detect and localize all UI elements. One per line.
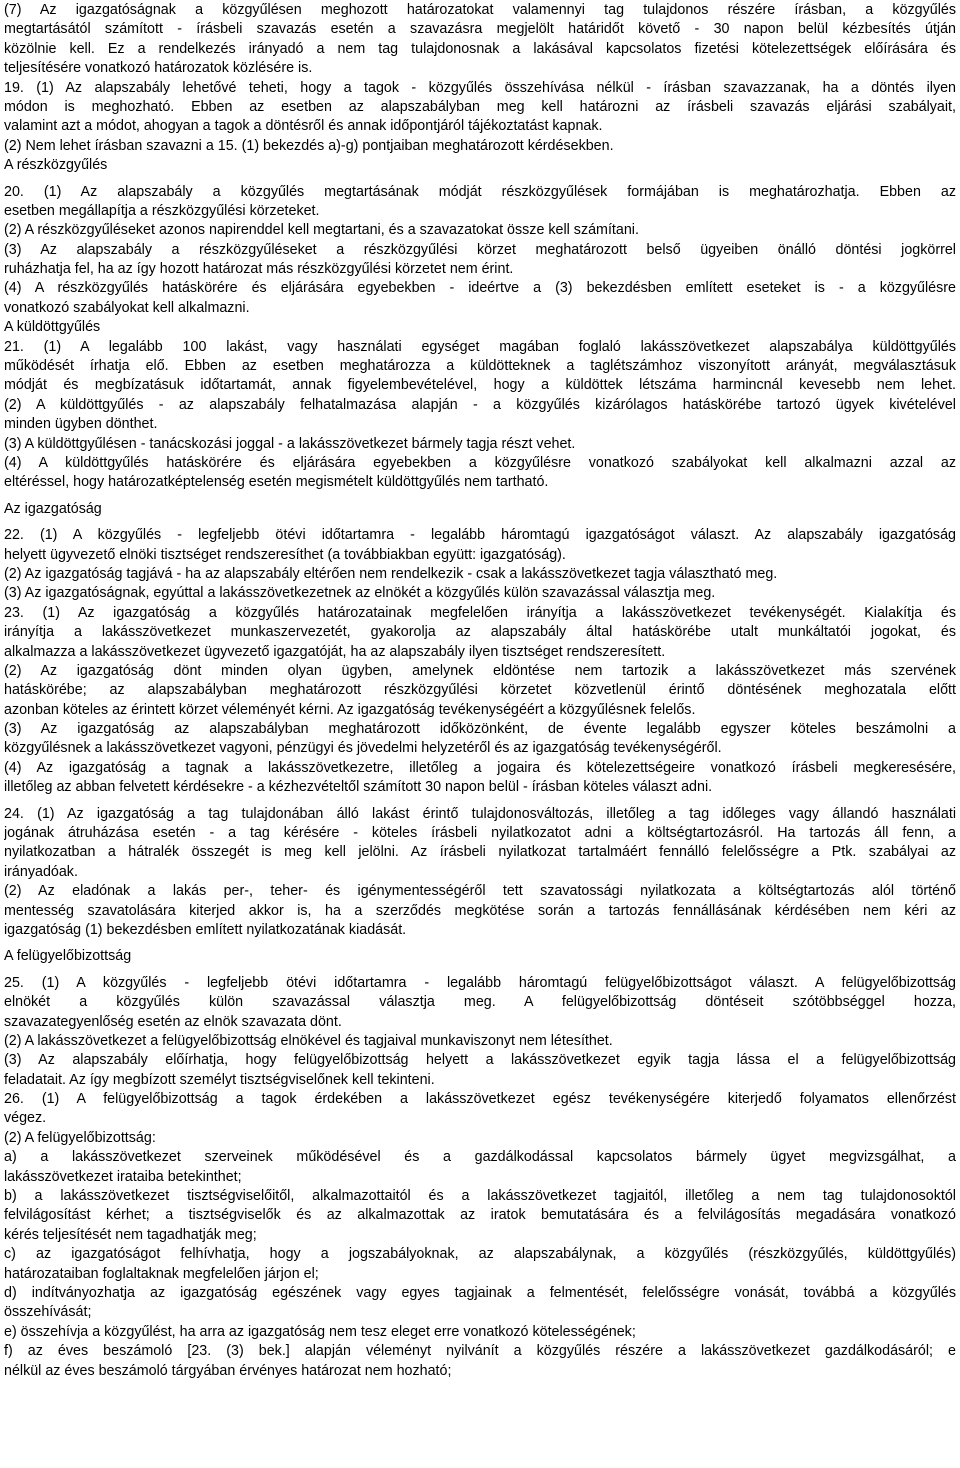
paragraph-line: kérés teljesítését nem tagadhatják meg; — [4, 1226, 257, 1243]
paragraph-line: minden ügyben dönthet. — [4, 416, 158, 433]
paragraph-line: 23. (1) Az igazgatóság a közgyűlés határozatainak megfelelően irányítja a lakásszövetkezet tevékenységét. Kialakítja és — [4, 604, 956, 621]
paragraph-line: (2) Az igazgatóság tagjává - ha az alapszabály eltérően nem rendelkezik - csak a lakásszövetkezet tagja választható meg. — [4, 565, 778, 582]
paragraph-line: vonatkozó szabályokat kell alkalmazni. — [4, 299, 250, 316]
paragraph-line: (2) A lakásszövetkezet a felügyelőbizottság elnökével és tagjaival munkaviszonyt nem létesíthet. — [4, 1032, 613, 1049]
paragraph-line: a) a lakásszövetkezet szerveinek működésével és a gazdálkodással kapcsolatos bármely ügyet megvizsgálhat, a — [4, 1149, 956, 1166]
paragraph-line: 21. (1) A legalább 100 lakást, vagy használati egységet magában foglaló lakásszövetkezet alapszabálya küldöttgyűlés — [4, 338, 956, 355]
paragraph-line: ruházhatja fel, ha az így hozott határozat más részközgyűlési körzetet nem érint. — [4, 261, 514, 278]
paragraph-line: illetőleg az abban felvetett kérdésekre - a kézhezvételtől számított 30 napon belül - írásban köteles választ adni. — [4, 779, 713, 796]
paragraph-line: igazgatóság (1) bekezdésben említett nyilatkozatának kiadását. — [4, 921, 407, 938]
paragraph-line: (4) Az igazgatóság a tagnak a lakásszövetkezetre, illetőleg a jogaira és kötelezettségeire vonatkozó írásbeli megkeresésére, — [4, 759, 956, 776]
paragraph-line: (2) A felügyelőbizottság: — [4, 1129, 156, 1146]
paragraph-line: összehívását; — [4, 1304, 92, 1321]
paragraph-line: d) indítványozhatja az igazgatóság egészének vagy egyes tagjainak a felmentését, felelősségre vonását, továbbá a közgyűlés — [4, 1285, 956, 1301]
paragraph-line: módját és megbízatásuk időtartamát, annak figyelembevételével, hogy a küldöttek létszáma harmincnál kevesebb nem lehet. — [4, 377, 956, 394]
paragraph-line: valamint azt a módot, ahogyan a tagok a döntésről és annak időpontjáról tájékoztatást kapnak. — [4, 118, 603, 135]
section-heading: A felügyelőbizottság — [4, 948, 132, 965]
paragraph-line: megtartásától számított - írásbeli szavazás esetén a szavazásra megjelölt határidőt követő - 30 napon belül kézbesítés útján — [4, 21, 956, 38]
paragraph-line: e) összehívja a közgyűlést, ha arra az igazgatóság nem tesz eleget erre vonatkozó kötelességének; — [4, 1323, 636, 1340]
paragraph-line: f) az éves beszámoló [23. (3) bek.] alapján véleményt nyilvánít a közgyűlés részére a lakásszövetkezet gazdálkodásáról; e — [4, 1343, 956, 1360]
paragraph-line: végez. — [4, 1110, 47, 1127]
paragraph-line: lakásszövetkezet irataiba betekinthet; — [4, 1168, 242, 1185]
paragraph-line: 26. (1) A felügyelőbizottság a tagok érdekében a lakásszövetkezet egész tevékenységére kiterjedő folyamatos ellenőrzést — [4, 1091, 956, 1108]
paragraph-line: b) a lakásszövetkezet tisztségviselőitől, alkalmazottaitól és a lakásszövetkezet tagjaitól, illetőleg a nem tag tulajdonosoktól — [4, 1188, 956, 1205]
paragraph-line: módon is meghozható. Ebben az esetben az alapszabályban meg kell határozni az írásbeli szavazás eljárási szabályait, — [4, 98, 956, 115]
paragraph-line: A küldöttgyűlés — [4, 319, 101, 336]
paragraph-line: elnökét a közgyűlés külön szavazással választja meg. A felügyelőbizottság döntéseit szótöbbséggel hozza, — [4, 994, 956, 1011]
section-heading: A részközgyűlés — [4, 157, 108, 174]
paragraph-line: (2) A küldöttgyűlés - az alapszabály felhatalmazása alapján - a közgyűlés kizárólagos hatáskörébe tartozó ügyek kivételével — [4, 396, 956, 413]
paragraph-line: (2) A részközgyűléseket azonos napirenddel kell megtartani, és a szavazatokat össze kell számítani. — [4, 222, 639, 239]
paragraph-line: közgyűlésnek a lakásszövetkezet vagyoni, pénzügyi és jövedelmi helyzetéről és az igazgatóság tevékenységéről. — [4, 740, 722, 757]
paragraph-line: felvilágosítást kérhet; a tisztségviselők és az alkalmazottak az iratok bemutatására és a felvilágosítás megadására vonatkozó — [4, 1207, 956, 1224]
paragraph-line: (4) A küldöttgyűlés hatáskörére és eljárására egyebekben a közgyűlésre vonatkozó szabályokat kell alkalmazni azzal az — [4, 454, 956, 471]
paragraph-line: azonban köteles az érintett körzet véleményét kérni. Az igazgatóság tevékenységéért a közgyűlésnek felelős. — [4, 701, 696, 718]
section-heading: Az igazgatóság — [4, 500, 102, 517]
paragraph-line: határozataiban foglaltaknak megfelelően járjon el; — [4, 1265, 319, 1282]
paragraph-line: működését írhatja elő. Ebben az esetben meghatározza a küldötteknek a taglétszámhoz viszonyított arányát, megválasztásuk — [4, 358, 956, 375]
paragraph-line: mentesség szavatolására kiterjed akkor is, ha a szerződés megkötése során a tartozás fennállásának kérdésében nem kéri az — [4, 902, 956, 919]
paragraph-line: irányadóak. — [4, 863, 78, 880]
paragraph-line: 19. (1) Az alapszabály lehetővé teheti, hogy a tagok - közgyűlés összehívása nélkül - írásban szavazzanak, ha a döntés ilyen — [4, 79, 956, 96]
paragraph-line: (3) Az igazgatóságnak, egyúttal a lakásszövetkezetnek az elnökét a közgyűlés külön szavazással választja meg. — [4, 585, 716, 602]
paragraph-line: 25. (1) A közgyűlés - legfeljebb ötévi időtartamra - legalább háromtagú felügyelőbizottságot választ. A felügyelőbizottság — [4, 974, 956, 991]
paragraph-line: 22. (1) A közgyűlés - legfeljebb ötévi időtartamra - legalább háromtagú igazgatóságot választ. Az alapszabály igazgatóság — [4, 527, 956, 544]
paragraph-line: 24. (1) Az igazgatóság a tag tulajdonában álló lakást érintő tulajdonosváltozás, illetőleg a tag időleges vagy állandó használati — [4, 805, 956, 822]
paragraph-line: (3) A küldöttgyűlésen - tanácskozási joggal - a lakásszövetkezet bármely tagja részt vehet. — [4, 435, 576, 452]
paragraph-line: (3) Az igazgatóság az alapszabályban meghatározott időközönként, de évente legalább egyszer köteles beszámolni a — [4, 721, 956, 738]
paragraph-line: teljesítésére vonatkozó határozatok közlésére is. — [4, 60, 313, 77]
paragraph-line: (7) Az igazgatóságnak a közgyűlésen meghozott határozatokat valamennyi tag tulajdonos részére írásban, a közgyűlés — [4, 2, 956, 18]
paragraph-line: közölnie kell. Ez a rendelkezés irányadó a nem tag tulajdonosnak a lakásával kapcsolatos fizetési kötelezettségek előírására és — [4, 40, 956, 57]
paragraph-line: eltéréssel, hogy határozatképtelenség esetén megismételt küldöttgyűlés nem tartható. — [4, 474, 549, 491]
paragraph-line: jogának átruházása esetén - a tag kérésére - köteles írásbeli nyilatkozatot adni a költségtartozásról. Ha tartozás áll fenn, a — [4, 825, 956, 842]
paragraph-line: nélkül az éves beszámoló tárgyában érvényes határozat nem hozható; — [4, 1362, 452, 1379]
paragraph-line: (4) A részközgyűlés hatáskörére és eljárására egyebekben - ideértve a (3) bekezdésben említett eseteket is - a közgyűlésre — [4, 280, 956, 297]
paragraph-line: (2) Az eladónak a lakás per-, teher- és igénymentességéről tett szavatossági nyilatkozata a költségtartozás alól történő — [4, 883, 956, 900]
paragraph-line: feladatait. Az így megbízott személyt tisztségviselőnek kell tekinteni. — [4, 1071, 435, 1088]
paragraph-line: 20. (1) Az alapszabály a közgyűlés megtartásának módját részközgyűlések formájában is meghatározhatja. Ebben az — [4, 183, 956, 200]
paragraph-line: alkalmazza a lakásszövetkezet ügyvezető igazgatóját, ha az alapszabály ilyen tisztséget rendszeresített. — [4, 643, 666, 660]
paragraph-line: (3) Az alapszabály a részközgyűléseket a részközgyűlési körzet meghatározott belső ügyeiben önálló döntési jogkörrel — [4, 241, 956, 258]
paragraph-line: hatáskörébe; az alapszabályban meghatározott részközgyűlési körzetet közvetlenül érintő döntésének meghozatala előtt — [4, 682, 956, 699]
paragraph-line: (3) Az alapszabály előírhatja, hogy felügyelőbizottság helyett a lakásszövetkezet egyik tagja lássa el a felügyelőbizottság — [4, 1052, 956, 1069]
paragraph-line: (2) Az igazgatóság dönt minden olyan ügyben, amelynek eldöntése nem tartozik a lakásszövetkezet más szervének — [4, 662, 956, 679]
paragraph-line: esetben megállapítja a részközgyűlési körzeteket. — [4, 202, 320, 219]
paragraph-line: helyett ügyvezető elnöki tisztséget rendszeresíthet (a továbbiakban együtt: igazgatóság). — [4, 546, 566, 563]
paragraph-line: irányítja a lakásszövetkezet munkaszervezetét, gyakorolja az alapszabály által hatáskörébe utalt munkáltatói jogokat, és — [4, 624, 956, 641]
paragraph-line: (2) Nem lehet írásban szavazni a 15. (1) bekezdés a)-g) pontjaiban meghatározott kérdésekben. — [4, 137, 614, 154]
paragraph-line: nyilatkozatban a hátralék összegét is meg kell jelölni. Az írásbeli nyilatkozat tartalmáért fennálló felelősségre a Ptk. szabályai az — [4, 844, 956, 861]
paragraph-line: c) az igazgatóságot felhívhatja, hogy a jogszabályoknak, az alapszabálynak, a közgyűlés (részközgyűlés, küldöttgyűlés) — [4, 1246, 956, 1263]
paragraph-line: szavazategyenlőség esetén az elnök szavazata dönt. — [4, 1013, 342, 1030]
